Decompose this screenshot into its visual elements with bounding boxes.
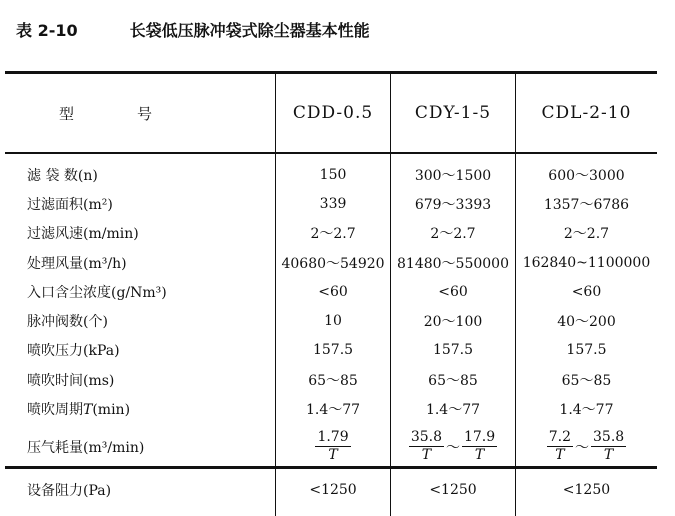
header-label-b: 号: [137, 104, 154, 123]
model-header: CDY-1-5: [391, 74, 516, 152]
cell: 65～85: [276, 365, 391, 394]
cell: 40～200: [557, 314, 616, 331]
header-row: [5, 74, 657, 152]
cell: <1250: [276, 470, 391, 516]
denominator: T: [555, 447, 565, 464]
cell: 339: [276, 189, 391, 218]
numerator: 35.8: [593, 429, 625, 446]
cell: 2～2.7: [276, 219, 391, 248]
header-label: [5, 74, 276, 152]
performance-table: [5, 74, 657, 516]
table-title: 长袋低压脉冲袋式除尘器基本性能: [129, 21, 370, 40]
row-label: 过滤面积(m²): [5, 189, 276, 218]
cell: 679～3393: [391, 189, 516, 218]
table-row: [5, 306, 657, 335]
cell: 157.5: [276, 336, 391, 365]
fraction: [315, 429, 350, 464]
cell: [391, 424, 516, 470]
cell: 10: [276, 306, 391, 335]
table-row: [5, 424, 657, 470]
tilde: ～: [575, 439, 590, 456]
cell: 1.4～77: [391, 394, 516, 423]
table-row: [5, 336, 657, 365]
denominator: T: [474, 447, 485, 464]
fraction: [547, 429, 573, 464]
period-label: 喷吹周期: [27, 402, 83, 419]
table-row: [5, 277, 657, 306]
model-header: CDL-2-10: [541, 103, 632, 123]
row-label: 滤 袋 数(n): [5, 152, 276, 189]
cell: [515, 424, 657, 470]
cell: 2～2.7: [391, 219, 516, 248]
denominator: T: [603, 447, 614, 464]
numerator: 1.79: [317, 429, 349, 446]
row-label: [5, 394, 276, 423]
numerator: 7.2: [548, 429, 572, 446]
cell: [276, 424, 391, 470]
table-row: [5, 394, 657, 423]
table-row: [5, 470, 657, 516]
cell: <1250: [562, 481, 611, 498]
cell: 157.5: [391, 336, 516, 365]
denominator: T: [328, 447, 338, 464]
cell: 2～2.7: [563, 226, 610, 243]
cell: <1250: [391, 470, 516, 516]
table-row: [5, 248, 657, 277]
period-unit: (min): [92, 402, 131, 419]
cell: 162840~1100000: [522, 254, 651, 271]
denominator: T: [421, 447, 432, 464]
table-row: [5, 189, 657, 218]
cell: <60: [276, 277, 391, 306]
cell: <60: [391, 277, 516, 306]
cell: 1.4～77: [276, 394, 391, 423]
cell: 150: [276, 152, 391, 189]
cell: 300～1500: [391, 152, 516, 189]
cell: 40680～54920: [276, 248, 391, 277]
row-label: 压气耗量(m³/min): [5, 424, 276, 470]
table-row: [5, 365, 657, 394]
row-label: 脉冲阀数(个): [5, 306, 276, 335]
row-label: 喷吹压力(kPa): [5, 336, 276, 365]
cell: 65～85: [561, 372, 612, 389]
header-label-a: 型: [59, 104, 76, 123]
cell: <60: [571, 283, 602, 300]
row-label: 入口含尘浓度(g/Nm³): [5, 277, 276, 306]
table-number: 表 2-10: [16, 21, 78, 40]
cell: 65～85: [391, 365, 516, 394]
cell: 20～100: [391, 306, 516, 335]
fraction: [409, 429, 444, 464]
row-label: 过滤风速(m/min): [5, 219, 276, 248]
model-header: CDD-0.5: [276, 74, 391, 152]
cell: 1.4～77: [559, 402, 614, 419]
cell: 81480～550000: [391, 248, 516, 277]
cell: 1357～6786: [543, 196, 630, 213]
cell: 600～3000: [548, 167, 625, 184]
row-label: 喷吹时间(ms): [5, 365, 276, 394]
numerator: 35.8: [410, 429, 442, 446]
row-label: 处理风量(m³/h): [5, 248, 276, 277]
table-caption: [16, 18, 370, 41]
cell: 157.5: [566, 342, 607, 359]
fraction: [591, 429, 626, 464]
row-label: 设备阻力(Pa): [5, 470, 276, 516]
table-row: [5, 152, 657, 189]
numerator: 17.9: [463, 429, 496, 446]
fraction: [462, 429, 497, 464]
table-row: [5, 219, 657, 248]
period-var: T: [83, 402, 93, 419]
tilde: ～: [445, 439, 460, 456]
